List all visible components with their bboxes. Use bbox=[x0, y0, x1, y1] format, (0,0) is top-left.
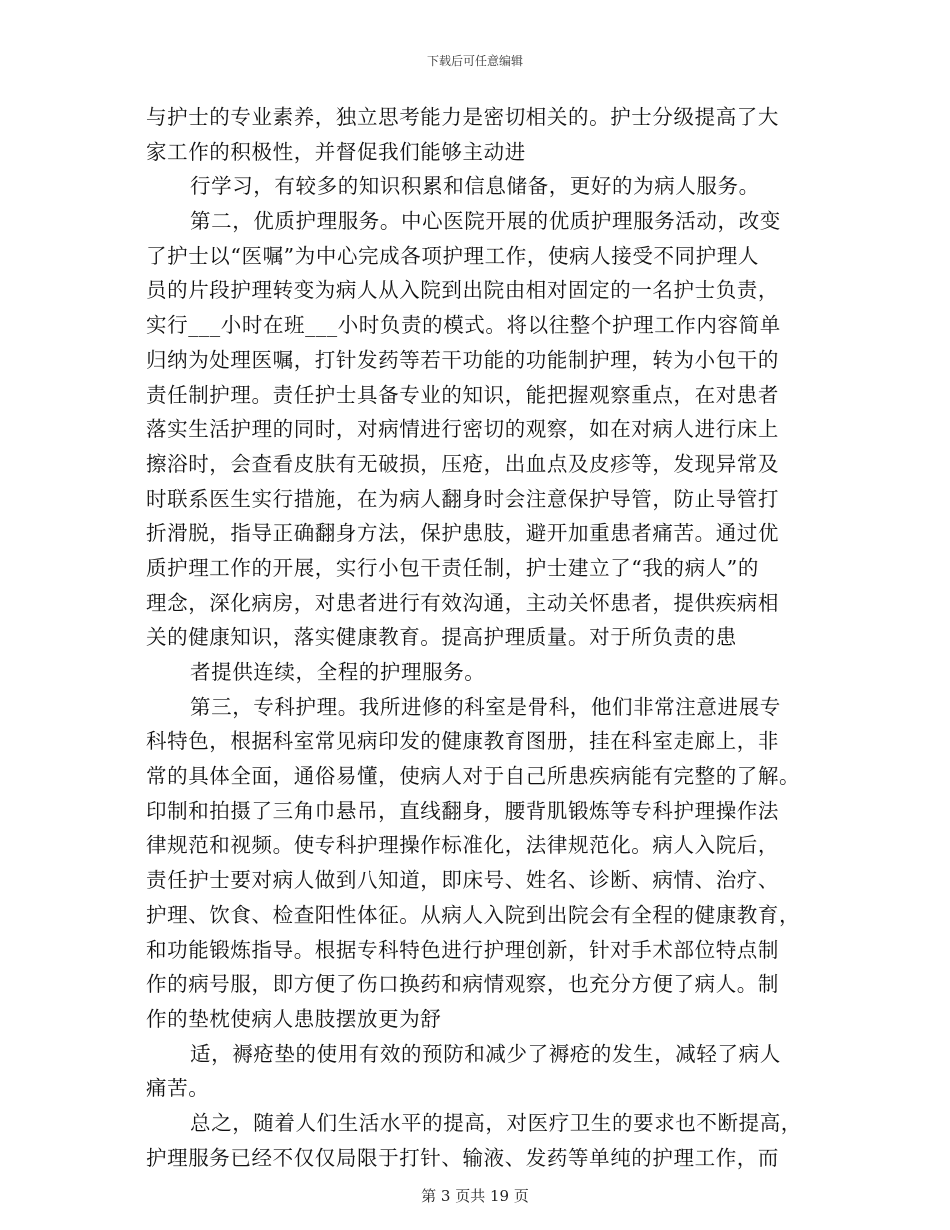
text-line: 落实生活护理的同时，对病情进行密切的观察，如在对病人进行床上 bbox=[146, 417, 779, 442]
text-line: 折滑脱，指导正确翻身方法，保护患肢，避开加重患者痛苦。通过优 bbox=[146, 521, 779, 546]
text-line: 第三，专科护理。我所进修的科室是骨科，他们非常注意进展专 bbox=[190, 694, 781, 719]
text-line: 理念，深化病房，对患者进行有效沟通，主动关怀患者，提供疾病相 bbox=[146, 590, 779, 615]
text-line: 责任护士要对病人做到八知道，即床号、姓名、诊断、病情、治疗、 bbox=[146, 868, 779, 893]
text-line: 痛苦。 bbox=[146, 1076, 210, 1101]
text-line: 者提供连续，全程的护理服务。 bbox=[190, 660, 486, 684]
text-line: 擦浴时，会查看皮肤有无破损，压疮，出血点及皮疹等，发现异常及 bbox=[146, 451, 779, 476]
page-header: 下载后可任意编辑 bbox=[426, 54, 523, 68]
text-line: 和功能锻炼指导。根据专科特色进行护理创新，针对手术部位特点制 bbox=[146, 937, 779, 962]
text-line: 了护士以“医嘱”为中心完成各项护理工作，使病人接受不同护理人 bbox=[146, 243, 759, 268]
text-line: 实行___小时在班___小时负责的模式。将以往整个护理工作内容简单 bbox=[146, 313, 781, 338]
text-line: 质护理工作的开展，实行小包干责任制，护士建立了“我的病人”的 bbox=[146, 555, 759, 580]
text-line: 家工作的积极性，并督促我们能够主动进 bbox=[146, 139, 526, 164]
text-line: 行学习，有较多的知识积累和信息储备，更好的为病人服务。 bbox=[190, 174, 760, 199]
text-line: 适，褥疮垫的使用有效的预防和减少了褥疮的发生，减轻了病人 bbox=[190, 1041, 781, 1066]
text-line: 与护士的专业素养，独立思考能力是密切相关的。护士分级提高了大 bbox=[146, 105, 779, 129]
text-line: 科特色，根据科室常见病印发的健康教育图册，挂在科室走廊上，非 bbox=[146, 729, 779, 754]
text-line: 常的具体全面，通俗易懂，使病人对于自己所患疾病能有完整的了解。 bbox=[146, 764, 801, 789]
text-line: 员的片段护理转变为病人从入院到出院由相对固定的一名护士负责， bbox=[146, 278, 779, 303]
text-line: 关的健康知识，落实健康教育。提高护理质量。对于所负责的患 bbox=[146, 625, 737, 650]
text-line: 时联系医生实行措施，在为病人翻身时会注意保护导管，防止导管打 bbox=[146, 486, 779, 511]
text-line: 印制和拍摄了三角巾悬吊，直线翻身，腰背肌锻炼等专科护理操作法 bbox=[146, 798, 779, 823]
text-line: 归纳为处理医嘱，打针发药等若干功能的功能制护理，转为小包干的 bbox=[146, 347, 779, 372]
text-line: 律规范和视频。使专科护理操作标准化，法律规范化。病人入院后， bbox=[146, 833, 779, 858]
text-line: 作的病号服，即方便了伤口换药和病情观察，也充分方便了病人。制 bbox=[146, 972, 779, 997]
page-footer: 第 3 页共 19 页 bbox=[421, 1187, 529, 1205]
document-body bbox=[146, 100, 806, 1175]
text-line: 第二，优质护理服务。中心医院开展的优质护理服务活动，改变 bbox=[190, 209, 781, 234]
text-line: 作的垫枕使病人患肢摆放更为舒 bbox=[146, 1006, 442, 1031]
text-line: 总之，随着人们生活水平的提高，对医疗卫生的要求也不断提高， bbox=[190, 1110, 802, 1135]
text-line: 护理、饮食、检查阳性体征。从病人入院到出院会有全程的健康教育， bbox=[146, 902, 801, 927]
text-line: 责任制护理。责任护士具备专业的知识，能把握观察重点，在对患者 bbox=[146, 382, 779, 407]
text-line: 护理服务已经不仅仅局限于打针、输液、发药等单纯的护理工作，而 bbox=[146, 1145, 779, 1170]
